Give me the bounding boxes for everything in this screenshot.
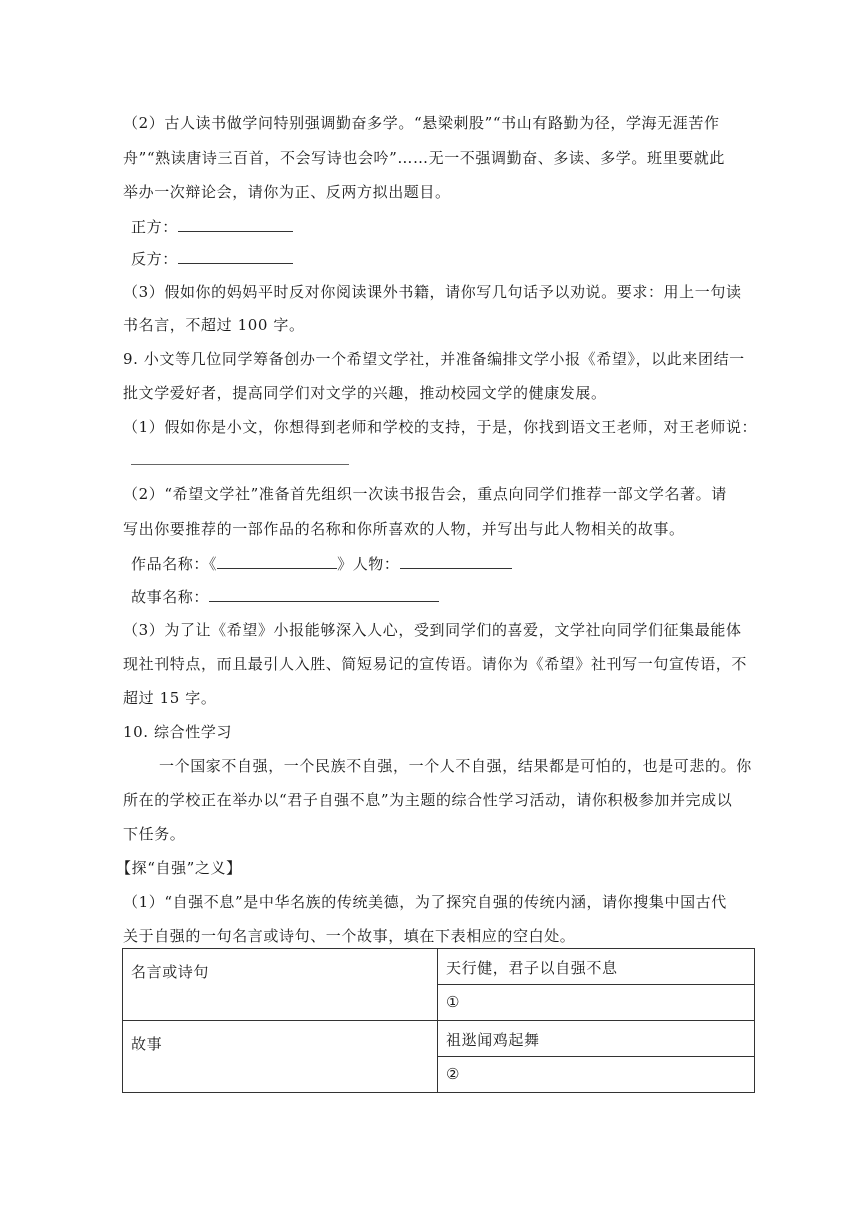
table-row	[123, 1021, 755, 1057]
q8-p2-line3: 举办一次辩论会，请你为正、反两方拟出题目。	[123, 183, 451, 201]
con-label: 反方：	[131, 250, 178, 268]
q10-intro-line2: 所在的学校正在举办以“君子自强不息”为主题的综合性学习活动，请你积极参加并完成以	[123, 791, 733, 809]
q9-p3-line3: 超过 15 字。	[123, 689, 217, 707]
quote-answer-cell[interactable]: ①	[438, 985, 755, 1021]
work-label: 作品名称：《	[131, 555, 218, 573]
story-answer-cell[interactable]: ②	[438, 1057, 755, 1093]
q9-p1-answer-blank[interactable]	[131, 464, 349, 465]
work-close-label: 》人物：	[337, 555, 400, 573]
quote-example-cell: 天行健，君子以自强不息	[438, 949, 755, 985]
q9-p2-line2: 写出你要推荐的一部作品的名称和你所喜欢的人物，并写出与此人物相关的故事。	[123, 520, 685, 538]
q10-p1-line2: 关于自强的一句名言或诗句、一个故事，填在下表相应的空白处。	[123, 927, 576, 945]
pro-label: 正方：	[131, 218, 178, 236]
story-example-cell: 祖逖闻鸡起舞	[438, 1021, 755, 1057]
q9-p3-line1: （3）为了让《希望》小报能够深入人心，受到同学们的喜爱，文学社向同学们征集最能体	[123, 621, 742, 639]
q8-p2-line1: （2）古人读书做学问特别强调勤奋多学。“悬梁刺股”“书山有路勤为径，学海无涯苦作	[123, 114, 720, 132]
answer-table	[122, 948, 755, 1093]
q10-intro-line3: 下任务。	[123, 825, 186, 843]
table-row	[123, 949, 755, 985]
q9-intro-line2: 批文学爱好者，提高同学们对文学的兴趣，推动校园文学的健康发展。	[123, 384, 607, 402]
pro-answer-row	[131, 216, 751, 237]
q9-p1-line1: （1）假如你是小文，你想得到老师和学校的支持，于是，你找到语文王老师，对王老师说：	[123, 418, 758, 436]
pro-answer-blank[interactable]	[178, 216, 293, 232]
character-blank[interactable]	[400, 553, 512, 569]
q10-title: 10. 综合性学习	[123, 723, 233, 741]
story-label-cell: 故事	[123, 1021, 438, 1093]
q8-p3-line2: 书名言，不超过 100 字。	[123, 316, 305, 334]
con-answer-blank[interactable]	[178, 248, 293, 264]
work-answer-row	[131, 553, 751, 574]
q8-p3-line1: （3）假如你的妈妈平时反对你阅读课外书籍，请你写几句话予以劝说。要求：用上一句读	[123, 283, 742, 301]
q10-intro-line1: 一个国家不自强，一个民族不自强，一个人不自强，结果都是可怕的，也是可悲的。你	[159, 757, 752, 775]
story-blank[interactable]	[209, 586, 439, 602]
section-heading: 【探“自强”之义】	[116, 859, 242, 877]
q9-p2-line1: （2）“希望文学社”准备首先组织一次读书报告会，重点向同学们推荐一部文学名著。请	[123, 485, 727, 503]
q8-p2-line2: 舟”“熟读唐诗三百首，不会写诗也会吟”……无一不强调勤奋、多读、多学。班里要就此	[123, 149, 726, 167]
story-label: 故事名称：	[131, 588, 210, 606]
work-title-blank[interactable]	[217, 553, 337, 569]
q9-p3-line2: 现社刊特点，而且最引人入胜、简短易记的宣传语。请你为《希望》社刊写一句宣传语，不	[123, 655, 748, 673]
story-answer-row	[131, 586, 751, 607]
q9-intro-line1: 9. 小文等几位同学筹备创办一个希望文学社，并准备编排文学小报《希望》，以此来团结一	[123, 350, 745, 368]
q10-p1-line1: （1）“自强不息”是中华名族的传统美德，为了探究自强的传统内涵，请你搜集中国古代	[123, 893, 727, 911]
con-answer-row	[131, 248, 751, 269]
quote-label-cell: 名言或诗句	[123, 949, 438, 1021]
